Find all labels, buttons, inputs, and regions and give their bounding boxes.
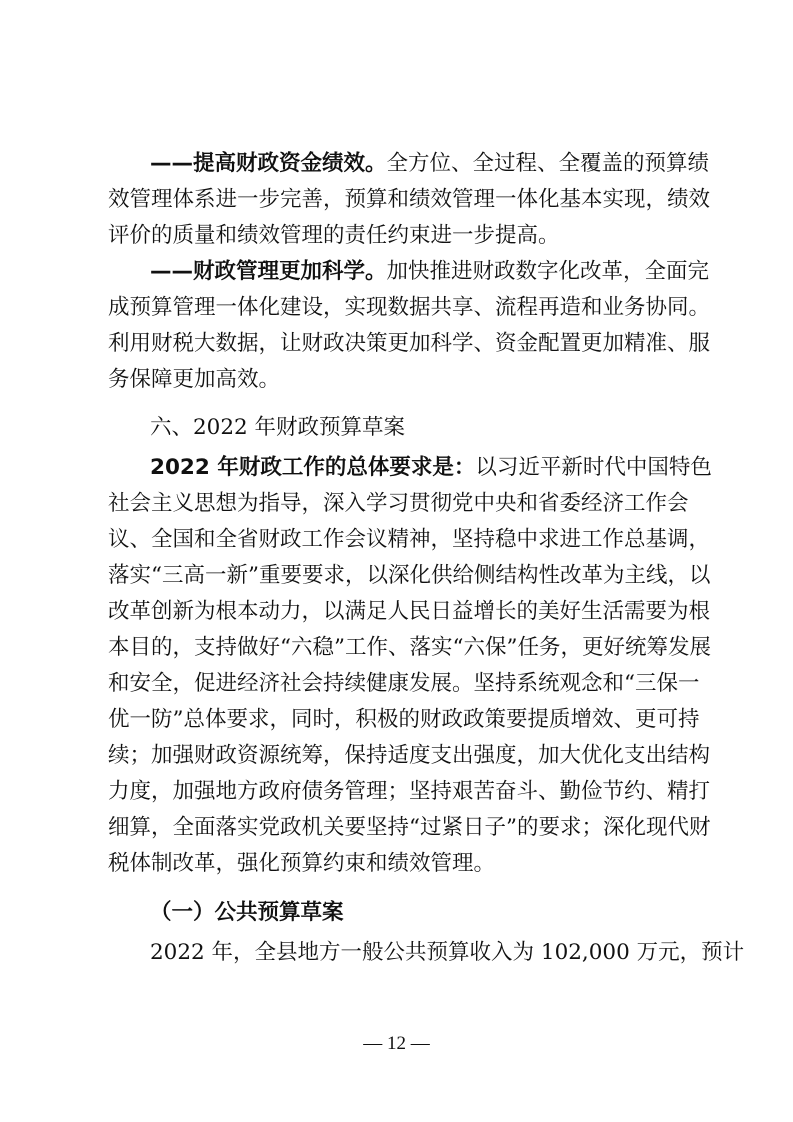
paragraph-line: 续；加强财政资源统筹，保持适度支出强度，加大优化支出结构 [108, 743, 711, 768]
paragraph-line: 力度，加强地方政府债务管理；坚持艰苦奋斗、勤俭节约、精打 [108, 779, 711, 804]
paragraph-line: 2022 年，全县地方一般公共预算收入为 102,000 万元，预计 [150, 940, 745, 965]
paragraph-line: 效管理体系进一步完善，预算和绩效管理一体化基本实现，绩效 [108, 187, 711, 212]
paragraph-lead-bold: 2022 年财政工作的总体要求是： [150, 455, 476, 480]
paragraph-line: 社会主义思想为指导，深入学习贯彻党中央和省委经济工作会 [108, 491, 689, 516]
paragraph-lead-bold: ——提高财政资金绩效。 [150, 151, 387, 176]
sub-heading: （一）公共预算草案 [150, 900, 344, 925]
paragraph-line [150, 254, 710, 290]
paragraph-text: 加快推进财政数字化改革，全面完 [386, 259, 710, 284]
paragraph-line [150, 450, 712, 486]
paragraph-line: 细算，全面落实党政机关要坚持“过紧日子”的要求；深化现代财 [108, 815, 711, 840]
paragraph-line: 利用财税大数据，让财政决策更加科学、资金配置更加精准、服 [108, 331, 711, 356]
paragraph-line: 改革创新为根本动力，以满足人民日益增长的美好生活需要为根 [108, 599, 711, 624]
paragraph-line: 税体制改革，强化预算约束和绩效管理。 [108, 851, 496, 876]
paragraph-line: 落实“三高一新”重要要求，以深化供给侧结构性改革为主线，以 [108, 563, 711, 588]
paragraph-line: 和安全，促进经济社会持续健康发展。坚持系统观念和“三保一 [108, 671, 700, 696]
paragraph-line: 议、全国和全省财政工作会议精神，坚持稳中求进工作总基调， [108, 527, 711, 552]
paragraph-text: 以习近平新时代中国特色 [475, 455, 712, 480]
paragraph-line: 务保障更加高效。 [108, 367, 281, 392]
paragraph-lead-bold: ——财政管理更加科学。 [150, 259, 387, 284]
paragraph-line: 本目的，支持做好“六稳”工作、落实“六保”任务，更好统筹发展 [108, 635, 711, 660]
page-number: — 12 — [363, 1033, 430, 1054]
paragraph-line: 评价的质量和绩效管理的责任约束进一步提高。 [108, 223, 560, 248]
paragraph-line: 成预算管理一体化建设，实现数据共享、流程再造和业务协同。 [108, 295, 711, 320]
section-heading: 六、2022 年财政预算草案 [150, 415, 406, 440]
paragraph-text: 全方位、全过程、全覆盖的预算绩 [386, 151, 710, 176]
paragraph-line [150, 146, 710, 182]
paragraph-line: 优一防”总体要求，同时，积极的财政政策要提质增效、更可持 [108, 707, 700, 732]
